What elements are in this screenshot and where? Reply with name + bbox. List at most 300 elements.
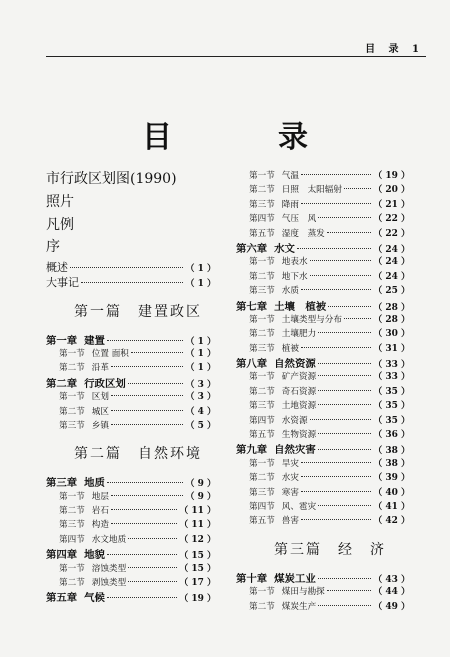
toc-entry-title: 地下水 <box>281 271 308 282</box>
dot-leader <box>128 383 184 384</box>
page-number: （ 22 ） <box>373 214 410 225</box>
page-number: （ 35 ） <box>373 415 410 426</box>
toc-entry-label <box>249 270 308 282</box>
toc-entry-title: 气候 <box>84 592 105 605</box>
toc-entry-label <box>249 471 299 483</box>
toc-entry-label <box>59 390 109 402</box>
dot-leader <box>111 395 183 396</box>
toc-entry-label <box>46 474 105 489</box>
toc-section-row <box>46 489 216 503</box>
page-number: （ 9 ） <box>185 491 216 502</box>
dot-leader <box>301 174 371 175</box>
toc-entry-title: 兽害 <box>281 516 299 527</box>
toc-part-heading <box>46 432 216 474</box>
toc-section-row <box>46 575 216 589</box>
toc-entry-number: 第二章 <box>46 377 78 390</box>
toc-entry-label <box>59 347 129 359</box>
dot-leader <box>111 424 183 425</box>
toc-section-row <box>46 503 216 517</box>
page-number: （ 11 ） <box>179 520 216 531</box>
toc-section-row <box>236 312 410 326</box>
toc-entry-number: 第二节 <box>249 185 275 196</box>
page-number: （ 1 ） <box>185 348 216 359</box>
toc-entry-title: 水灾 <box>281 473 299 484</box>
page-number: （ 5 ） <box>185 420 216 431</box>
dot-leader <box>131 352 184 353</box>
toc-chapter-row <box>46 474 216 488</box>
toc-entry-label <box>249 457 299 469</box>
toc-entry-label <box>59 533 126 545</box>
page-number: （ 35 ） <box>373 401 410 412</box>
toc-entry-row <box>46 274 216 289</box>
page-number: （ 40 ） <box>373 487 410 498</box>
dot-leader <box>301 347 371 348</box>
toc-entry-label <box>46 274 79 290</box>
toc-entry-number: 第一章 <box>46 334 78 347</box>
toc-entry-number: 第二节 <box>249 601 275 612</box>
toc-section-row <box>236 226 410 240</box>
toc-entry-label <box>249 486 299 498</box>
toc-section-row <box>46 517 216 531</box>
toc-section-row <box>236 168 410 182</box>
toc-entry-label <box>249 255 308 267</box>
page-number: （ 3 ） <box>185 379 216 390</box>
toc-entry-number: 第十章 <box>236 572 268 585</box>
toc-entry-title: 地质 <box>84 477 105 490</box>
page-number: （ 49 ） <box>373 601 410 612</box>
toc-entry-title: 第二篇 自然环境 <box>74 446 202 463</box>
toc-entry-number: 第一节 <box>249 458 275 469</box>
toc-entry-label <box>274 539 386 559</box>
dot-leader <box>128 538 177 539</box>
page-number: （ 1 ） <box>185 336 216 347</box>
toc-entry-number: 第一节 <box>59 392 85 403</box>
toc-entry-number: 第七章 <box>236 300 268 313</box>
toc-section-row <box>236 599 410 613</box>
toc-section-row <box>236 197 410 211</box>
dot-leader <box>107 482 184 483</box>
dot-leader <box>107 554 177 555</box>
toc-section-row <box>236 499 410 513</box>
toc-entry-label <box>249 313 342 325</box>
dot-leader <box>318 363 371 364</box>
dot-leader <box>111 410 183 411</box>
dot-leader <box>318 605 371 606</box>
toc-entry-label <box>249 600 316 612</box>
toc-entry-title: 概述 <box>46 261 68 275</box>
toc-chapter-row <box>46 589 216 603</box>
page-number: （ 35 ） <box>373 386 410 397</box>
dot-leader <box>318 217 371 218</box>
dot-leader <box>318 449 371 450</box>
page-number: （ 3 ） <box>185 392 216 403</box>
toc-entry-number: 第一节 <box>249 372 275 383</box>
toc-entry-row <box>46 259 216 274</box>
toc-entry-title: 气压 风 <box>281 214 317 225</box>
toc-entry-label <box>59 405 109 417</box>
toc-chapter-row <box>46 546 216 560</box>
toc-entry-title: 寒害 <box>281 487 299 498</box>
toc-entry-number: 第二节 <box>59 506 85 517</box>
toc-entry-label <box>46 168 177 188</box>
toc-entry-label <box>249 428 316 440</box>
toc-entry-label <box>249 183 342 195</box>
toc-entry-label <box>249 342 299 354</box>
toc-entry-number: 第三节 <box>249 487 275 498</box>
toc-entry-title: 旱灾 <box>281 458 299 469</box>
toc-chapter-row <box>236 570 410 584</box>
toc-entry-title: 城区 <box>91 406 109 417</box>
toc-entry-number: 第四节 <box>249 501 275 512</box>
toc-entry-number: 第五节 <box>249 430 275 441</box>
dot-leader <box>318 505 371 506</box>
page-number: （ 44 ） <box>373 587 410 598</box>
toc-section-row <box>46 418 216 432</box>
toc-entry-title: 乡镇 <box>91 420 109 431</box>
toc-entry-title: 照片 <box>46 193 74 210</box>
toc-entry-label <box>46 236 60 256</box>
dot-leader <box>107 597 177 598</box>
page-number: （ 24 ） <box>373 244 410 255</box>
toc-section-row <box>236 485 410 499</box>
toc-chapter-row <box>46 332 216 346</box>
toc-entry-row <box>46 191 216 214</box>
toc-entry-label <box>59 562 126 574</box>
header-rule <box>46 56 426 57</box>
page-number: （ 41 ） <box>373 501 410 512</box>
toc-entry-label <box>249 370 316 382</box>
toc-entry-number: 第三章 <box>46 477 78 490</box>
toc-chapter-row <box>236 355 410 369</box>
toc-entry-number: 第五节 <box>249 228 275 239</box>
toc-entry-number: 第一节 <box>249 314 275 325</box>
dot-leader <box>297 248 371 249</box>
toc-entry-number: 第九章 <box>236 444 268 457</box>
toc-entry-title: 岩石 <box>91 506 109 517</box>
toc-entry-title: 构造 <box>91 520 109 531</box>
dot-leader <box>107 340 184 341</box>
toc-section-row <box>236 427 410 441</box>
dot-leader <box>318 578 371 579</box>
toc-entry-title: 市行政区划图(1990) <box>46 171 177 187</box>
toc-entry-number: 第四节 <box>249 415 275 426</box>
toc-entry-title: 植被 <box>281 343 299 354</box>
toc-part-heading <box>46 290 216 332</box>
toc-entry-title: 生物资源 <box>281 430 317 441</box>
toc-entry-number: 第四节 <box>59 534 85 545</box>
toc-section-row <box>236 384 410 398</box>
toc-entry-title: 煤田与勘探 <box>281 587 325 598</box>
toc-chapter-row <box>46 375 216 389</box>
page-number: （ 25 ） <box>373 286 410 297</box>
dot-leader <box>70 267 183 268</box>
dot-leader <box>327 232 371 233</box>
toc-entry-label <box>249 514 299 526</box>
dot-leader <box>128 581 177 582</box>
toc-section-row <box>46 561 216 575</box>
toc-entry-number: 第一节 <box>249 257 275 268</box>
toc-entry-number: 第一节 <box>59 491 85 502</box>
toc-entry-number: 第二节 <box>249 473 275 484</box>
page-number: （ 15 ） <box>179 551 216 562</box>
toc-entry-label <box>249 414 308 426</box>
dot-leader <box>310 275 372 276</box>
dot-leader <box>310 260 372 261</box>
toc-entry-title: 剥蚀类型 <box>91 578 127 589</box>
toc-entry-label <box>249 500 316 512</box>
toc-entry-label <box>249 585 325 597</box>
page-number: （ 30 ） <box>373 329 410 340</box>
toc-section-row <box>236 326 410 340</box>
toc-entry-title: 湿度 蒸发 <box>281 228 325 239</box>
toc-entry-title: 风、雹灾 <box>281 501 317 512</box>
page-number: （ 21 ） <box>373 199 410 210</box>
toc-entry-label <box>249 212 316 224</box>
toc-entry-number: 第五章 <box>46 592 78 605</box>
dot-leader <box>111 366 183 367</box>
toc-entry-label <box>46 332 105 347</box>
toc-entry-number: 第三节 <box>249 286 275 297</box>
dot-leader <box>327 590 371 591</box>
dot-leader <box>301 491 371 492</box>
dot-leader <box>310 419 372 420</box>
dot-leader <box>318 433 371 434</box>
toc-entry-title: 大事记 <box>46 276 79 290</box>
page-number: （ 22 ） <box>373 228 410 239</box>
toc-entry-row <box>46 214 216 237</box>
toc-entry-title: 第一篇 建置政区 <box>74 303 202 320</box>
dot-leader <box>301 519 371 520</box>
toc-entry-number: 第三节 <box>59 420 85 431</box>
dot-leader <box>301 462 371 463</box>
page-number: （ 33 ） <box>373 372 410 383</box>
dot-leader <box>301 476 371 477</box>
toc-entry-title: 土壤肥力 <box>281 329 317 340</box>
toc-section-row <box>236 413 410 427</box>
toc-section-row <box>236 341 410 355</box>
page-number: （ 28 ） <box>373 302 410 313</box>
toc-entry-label <box>249 327 316 339</box>
page-number: （ 38 ） <box>373 446 410 457</box>
dot-leader <box>344 188 371 189</box>
toc-entry-number: 第五节 <box>249 516 275 527</box>
page-number: （ 42 ） <box>373 516 410 527</box>
toc-entry-title: 矿产资源 <box>281 372 317 383</box>
toc-entry-title: 第三篇 经 济 <box>274 541 386 558</box>
page-number: （ 38 ） <box>373 458 410 469</box>
page-number: （ 31 ） <box>373 343 410 354</box>
toc-chapter-row <box>236 298 410 312</box>
toc-entry-label <box>46 191 74 211</box>
toc-section-row <box>236 254 410 268</box>
toc-entry-number: 第八章 <box>236 358 268 371</box>
page-number: （ 9 ） <box>185 479 216 490</box>
toc-entry-title: 凡例 <box>46 216 74 233</box>
toc-entry-title: 建置 <box>84 334 105 347</box>
toc-entry-title: 水文 <box>274 242 295 255</box>
toc-section-row <box>46 532 216 546</box>
toc-chapter-row <box>236 441 410 455</box>
toc-section-row <box>46 360 216 374</box>
toc-entry-title: 地表水 <box>281 257 308 268</box>
page-number: （ 12 ） <box>179 534 216 545</box>
toc-entry-number: 第三节 <box>249 401 275 412</box>
toc-section-row <box>236 369 410 383</box>
toc-entry-label <box>249 385 316 397</box>
toc-entry-number: 第三节 <box>59 520 85 531</box>
toc-entry-label <box>74 443 202 463</box>
toc-entry-title: 土地资源 <box>281 401 317 412</box>
toc-entry-label <box>236 570 316 585</box>
toc-entry-title: 土壤 植被 <box>274 300 327 313</box>
toc-entry-title: 煤炭生产 <box>281 601 317 612</box>
toc-entry-number: 第二节 <box>59 578 85 589</box>
dot-leader <box>81 282 183 283</box>
toc-entry-row <box>46 168 216 191</box>
dot-leader <box>111 523 177 524</box>
toc-entry-title: 日照 太阳辐射 <box>281 185 342 196</box>
dot-leader <box>301 289 371 290</box>
dot-leader <box>344 318 371 319</box>
toc-entry-label <box>46 259 68 275</box>
toc-entry-label <box>236 355 316 370</box>
toc-section-row <box>46 389 216 403</box>
toc-entry-label <box>236 298 326 313</box>
toc-section-row <box>236 269 410 283</box>
toc-entry-title: 水质 <box>281 286 299 297</box>
toc-entry-label <box>236 441 316 456</box>
toc-entry-label <box>46 546 105 561</box>
page-number: （ 39 ） <box>373 473 410 484</box>
toc-entry-number: 第一节 <box>59 348 85 359</box>
dot-leader <box>111 509 177 510</box>
page-title: 目 录 <box>142 120 346 155</box>
toc-chapter-row <box>236 240 410 254</box>
toc-entry-number: 第二节 <box>249 386 275 397</box>
toc-entry-label <box>59 490 109 502</box>
running-head: 目 录 1 <box>365 44 424 55</box>
dot-leader <box>318 332 371 333</box>
page-number: （ 20 ） <box>373 185 410 196</box>
toc-entry-number: 第二节 <box>59 363 85 374</box>
toc-entry-label <box>59 419 109 431</box>
toc-entry-label <box>74 301 202 321</box>
toc-entry-title: 序 <box>46 239 60 256</box>
toc-entry-label <box>249 227 325 239</box>
toc-section-row <box>236 584 410 598</box>
toc-section-row <box>236 182 410 196</box>
toc-entry-row <box>46 236 216 259</box>
toc-section-row <box>236 513 410 527</box>
page-number: （ 1 ） <box>185 279 216 290</box>
dot-leader <box>328 306 371 307</box>
toc-entry-title: 自然灾害 <box>274 444 316 457</box>
page-number: （ 4 ） <box>185 406 216 417</box>
page-number: （ 1 ） <box>185 264 216 275</box>
toc-entry-number: 第二节 <box>59 406 85 417</box>
toc-entry-label <box>236 240 295 255</box>
toc-entry-label <box>46 589 105 604</box>
dot-leader <box>111 495 183 496</box>
toc-section-row <box>236 470 410 484</box>
toc-entry-title: 沿革 <box>91 363 109 374</box>
toc-entry-number: 第三节 <box>249 343 275 354</box>
toc-entry-label <box>249 399 316 411</box>
dot-leader <box>301 203 371 204</box>
toc-entry-label <box>46 375 126 390</box>
toc-entry-title: 煤炭工业 <box>274 572 316 585</box>
page-number: （ 17 ） <box>179 578 216 589</box>
toc-entry-label <box>249 284 299 296</box>
toc-entry-title: 水资源 <box>281 415 308 426</box>
page-number: （ 36 ） <box>373 430 410 441</box>
toc-entry-number: 第二节 <box>249 271 275 282</box>
page-number: （ 11 ） <box>179 506 216 517</box>
toc-entry-title: 溶蚀类型 <box>91 563 127 574</box>
toc-entry-number: 第二节 <box>249 329 275 340</box>
toc-part-heading <box>236 528 410 570</box>
toc-right-column <box>236 168 410 613</box>
toc-entry-label <box>59 576 126 588</box>
toc-entry-title: 气温 <box>281 171 299 181</box>
toc-entry-title: 位置 面积 <box>91 348 129 359</box>
toc-entry-title: 自然资源 <box>274 358 316 371</box>
toc-entry-number: 第一节 <box>249 587 275 598</box>
toc-entry-number: 第一节 <box>59 563 85 574</box>
dot-leader <box>318 404 371 405</box>
page-number: （ 19 ） <box>179 594 216 605</box>
page-number: （ 24 ） <box>373 257 410 268</box>
toc-entry-title: 地貌 <box>84 549 105 562</box>
page-number: （ 1 ） <box>185 363 216 374</box>
dot-leader <box>318 375 371 376</box>
toc-entry-label <box>249 169 299 181</box>
toc-entry-label <box>59 518 109 530</box>
page-number: （ 43 ） <box>373 574 410 585</box>
toc-entry-number: 第四章 <box>46 549 78 562</box>
toc-entry-title: 水文地质 <box>91 534 127 545</box>
toc-entry-number: 第四节 <box>249 214 275 225</box>
toc-section-row <box>46 346 216 360</box>
toc-section-row <box>236 456 410 470</box>
toc-entry-number: 第一节 <box>249 171 275 181</box>
toc-entry-title: 奇石资源 <box>281 386 317 397</box>
page-number: （ 24 ） <box>373 271 410 282</box>
toc-entry-title: 区划 <box>91 392 109 403</box>
toc-section-row <box>236 398 410 412</box>
dot-leader <box>128 567 177 568</box>
toc-entry-label <box>59 504 109 516</box>
toc-entry-label <box>59 361 109 373</box>
dot-leader <box>318 390 371 391</box>
toc-entry-title: 地层 <box>91 491 109 502</box>
toc-section-row <box>46 404 216 418</box>
toc-entry-title: 行政区划 <box>84 377 126 390</box>
toc-entry-number: 第三节 <box>249 199 275 210</box>
toc-section-row <box>236 283 410 297</box>
toc-entry-title: 降雨 <box>281 199 299 210</box>
toc-section-row <box>236 211 410 225</box>
toc-entry-number: 第六章 <box>236 242 268 255</box>
toc-entry-label <box>249 198 299 210</box>
toc-left-column <box>46 168 216 604</box>
page-number: （ 28 ） <box>373 314 410 325</box>
page-number: （ 33 ） <box>373 360 410 371</box>
toc-entry-title: 土壤类型与分布 <box>281 314 342 325</box>
page-number: （ 19 ） <box>373 171 410 181</box>
page-number: （ 15 ） <box>179 563 216 574</box>
toc-entry-label <box>46 214 74 234</box>
